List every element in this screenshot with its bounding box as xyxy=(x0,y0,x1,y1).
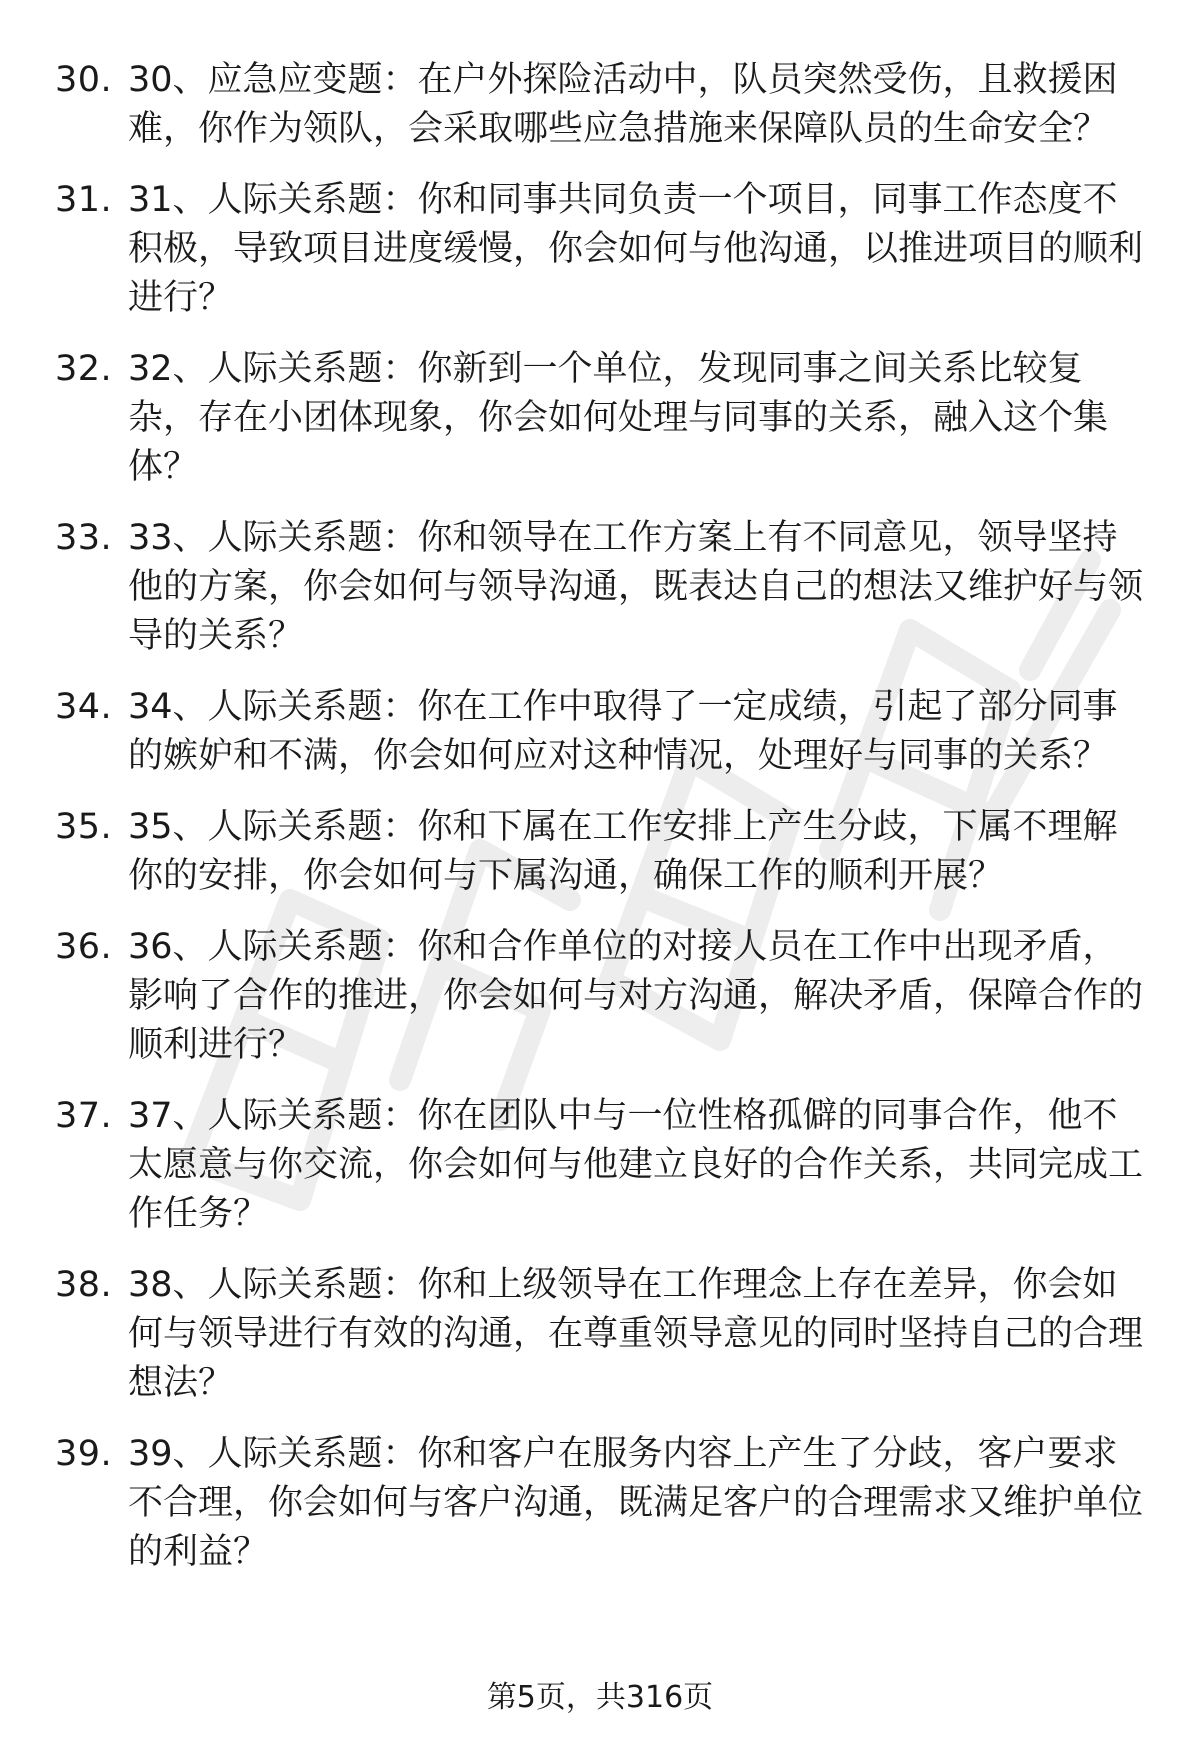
question-text: 38、人际关系题：你和上级领导在工作理念上存在差异，你会如何与领导进行有效的沟通，在尊重领导意见的同时坚持自己的合理想法？ xyxy=(128,1265,1144,1403)
question-item xyxy=(0,923,1200,1070)
question-number: 34. xyxy=(55,687,113,727)
question-text: 39、人际关系题：你和客户在服务内容上产生了分歧，客户要求不合理，你会如何与客户沟通，既满足客户的合理需求又维护单位的利益？ xyxy=(128,1434,1144,1572)
question-number: 38. xyxy=(55,1265,113,1305)
question-list xyxy=(0,56,1200,1599)
question-text: 35、人际关系题：你和下属在工作安排上产生分歧，下属不理解你的安排，你会如何与下属沟通，确保工作的顺利开展？ xyxy=(128,807,1118,896)
question-item xyxy=(0,683,1200,781)
question-item xyxy=(0,345,1200,492)
question-number: 30. xyxy=(55,60,113,100)
question-number: 39. xyxy=(55,1434,113,1474)
question-text: 32、人际关系题：你新到一个单位，发现同事之间关系比较复杂，存在小团体现象，你会如何处理与同事的关系，融入这个集体？ xyxy=(128,349,1109,487)
question-item xyxy=(0,176,1200,323)
question-number: 31. xyxy=(55,180,113,220)
question-number: 35. xyxy=(55,807,113,847)
question-item xyxy=(0,803,1200,901)
question-number: 36. xyxy=(55,927,113,967)
question-number: 37. xyxy=(55,1096,113,1136)
question-text: 34、人际关系题：你在工作中取得了一定成绩，引起了部分同事的嫉妒和不满，你会如何应对这种情况，处理好与同事的关系？ xyxy=(128,687,1118,776)
page-number: 第5页，共316页 xyxy=(486,1680,714,1715)
question-item xyxy=(0,1092,1200,1239)
question-number: 32. xyxy=(55,349,113,389)
question-text: 36、人际关系题：你和合作单位的对接人员在工作中出现矛盾，影响了合作的推进，你会如何与对方沟通，解决矛盾，保障合作的顺利进行？ xyxy=(128,927,1144,1065)
question-text: 30、应急应变题：在户外探险活动中，队员突然受伤，且救援困难，你作为领队，会采取哪些应急措施来保障队员的生命安全？ xyxy=(128,60,1118,149)
question-item xyxy=(0,514,1200,661)
question-number: 33. xyxy=(55,518,113,558)
question-item xyxy=(0,1261,1200,1408)
question-text: 31、人际关系题：你和同事共同负责一个项目，同事工作态度不积极，导致项目进度缓慢，你会如何与他沟通，以推进项目的顺利进行？ xyxy=(128,180,1144,318)
question-item xyxy=(0,56,1200,154)
question-text: 37、人际关系题：你在团队中与一位性格孤僻的同事合作，他不太愿意与你交流，你会如何与他建立良好的合作关系，共同完成工作任务？ xyxy=(128,1096,1144,1234)
question-text: 33、人际关系题：你和领导在工作方案上有不同意见，领导坚持他的方案，你会如何与领导沟通，既表达自己的想法又维护好与领导的关系？ xyxy=(128,518,1144,656)
question-item xyxy=(0,1430,1200,1577)
